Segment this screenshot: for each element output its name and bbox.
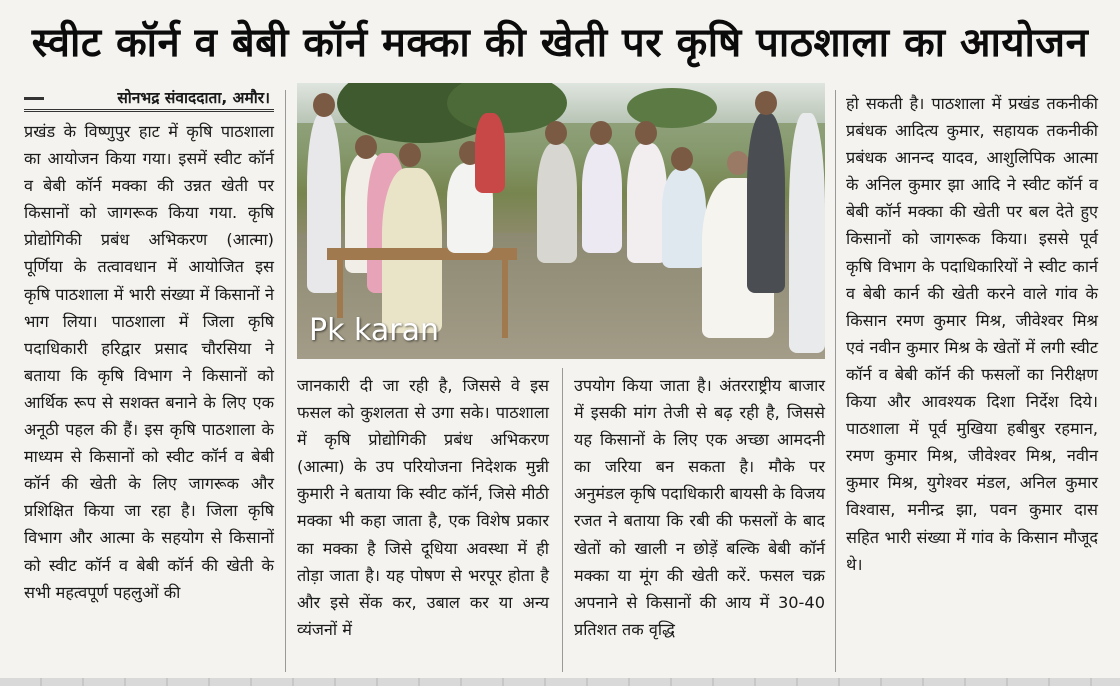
news-photo xyxy=(297,83,825,359)
photo-person xyxy=(537,143,577,263)
photo-person xyxy=(307,113,341,293)
photo-table-leg xyxy=(502,258,508,338)
article-text: उपयोग किया जाता है। अंतरराष्ट्रीय बाजार में इसकी मांग तेजी से बढ़ रही है, जिससे यह किसानों के लिए एक अच्छा आमदनी का जरिया बन सकता है। मौके पर अनुमंडल कृषि पदाधिकारी बायसी के विजय रजत ने बताया कि रबी की फसलों के बाद खेतों को खाली न छोड़ें बल्कि बेबी कॉर्न मक्का या मूंग की खेती करें. फसल चक्र अपनाने से किसानों की आय में 30-40 प्रतिशत तक वृद्धि xyxy=(574,376,825,639)
photo-head xyxy=(727,151,749,175)
column-divider xyxy=(285,90,286,672)
article-text: प्रखंड के विष्णुपुर हाट में कृषि पाठशाला का आयोजन किया गया। इसमें स्वीट कॉर्न व बेबी कॉर्न मक्का की उन्नत खेती पर किसानों को जागरूक किया गया. कृषि प्रोद्योगिकी प्रबंध अभिकरण (आत्मा) पूर्णिया के तत्वावधान में आयोजित इस कृषि पाठशाला में भारी संख्या में किसानों ने भाग लिया। पाठशाला में जिला कृषि पदाधिकारी हरिद्वार प्रसाद चौरसिया ने बताया कि कृषि विभाग ने किसानों को आर्थिक रूप से सशक्त बनाने के लिए एक अनूठी पहल की हैं। इस कृषि पाठशाला के माध्यम से किसानों को स्वीट कॉर्न व बेबी कॉर्न की खेती के लिए जागरूक और प्रशिक्षित किया जा रहा है। जिला कृषि विभाग और आत्मा के सहयोग से किसानों को स्वीट कॉर्न व बेबी कॉर्न की खेती के सभी महत्वपूर्ण पहलुओं की xyxy=(24,122,274,602)
byline: सोनभद्र संवाददाता, अमौर। xyxy=(24,86,274,112)
photo-person xyxy=(747,113,785,293)
photo-person xyxy=(475,113,505,193)
photo-person xyxy=(582,143,622,253)
photo-head xyxy=(355,135,377,159)
article-column-1 xyxy=(24,118,274,606)
article-column-4 xyxy=(846,90,1098,578)
photo-person xyxy=(662,168,706,268)
photo-credit: Pk karan xyxy=(309,313,439,348)
article-column-3 xyxy=(574,372,825,643)
photo-table-leg xyxy=(337,258,343,318)
photo-head xyxy=(313,93,335,117)
article-column-2 xyxy=(297,372,549,643)
bottom-strip xyxy=(0,678,1120,686)
photo-head xyxy=(590,121,612,145)
column-divider xyxy=(562,368,563,672)
photo-head xyxy=(671,147,693,171)
photo-head xyxy=(545,121,567,145)
photo-head xyxy=(635,121,657,145)
column-divider xyxy=(835,90,836,672)
article-text: हो सकती है। पाठशाला में प्रखंड तकनीकी प्रबंधक आदित्य कुमार, सहायक तकनीकी प्रबंधक आनन्द यादव, आशुलिपिक आत्मा के अनिल कुमार झा आदि ने स्वीट कॉर्न व बेबी कॉर्न मक्का की खेती पर बल देते हुए किसानों को जागरूक किया। इससे पूर्व कृषि विभाग के पदाधिकारियों ने स्वीट कार्न व बेबी कार्न की खेती करने वाले गांव के किसान रमण कुमार मिश्र, जीवेश्वर मिश्र एवं नवीन कुमार मिश्र के खेतों में लगी स्वीट कॉर्न व बेबी कॉर्न की फसलों का निरीक्षण किया और आवश्यक दिशा निर्देश दिये। पाठशाला में पूर्व मुखिया हबीबुर रहमान, रमण कुमार मिश्र, जीवेश्वर मिश्र, नवीन कुमार मिश्र, युगेश्वर मंडल, अनिल कुमार विश्वास, मनीन्द्र झा, पवन कुमार दास सहित भारी संख्या में गांव के किसान मौजूद थे। xyxy=(846,94,1098,574)
article-text: जानकारी दी जा रही है, जिससे वे इस फसल को कुशलता से उगा सके। पाठशाला में कृषि प्रोद्योगिकी प्रबंध अभिकरण (आत्मा) के उप परियोजना निदेशक मुन्नी कुमारी ने बताया कि स्वीट कॉर्न, जिसे मीठी मक्का भी कहा जाता है, एक विशेष प्रकार का मक्का है जिसे दूधिया अवस्था में ही तोड़ा जाता है। यह पोषण से भरपूर होता है और इसे सेंक कर, उबाल कर या अन्य व्यंजनों में xyxy=(297,376,549,639)
photo-head xyxy=(399,143,421,167)
photo-head xyxy=(755,91,777,115)
photo-person xyxy=(627,143,667,263)
photo-person xyxy=(789,113,825,353)
headline: स्वीट कॉर्न व बेबी कॉर्न मक्का की खेती पर कृषि पाठशाला का आयोजन xyxy=(31,19,1089,66)
